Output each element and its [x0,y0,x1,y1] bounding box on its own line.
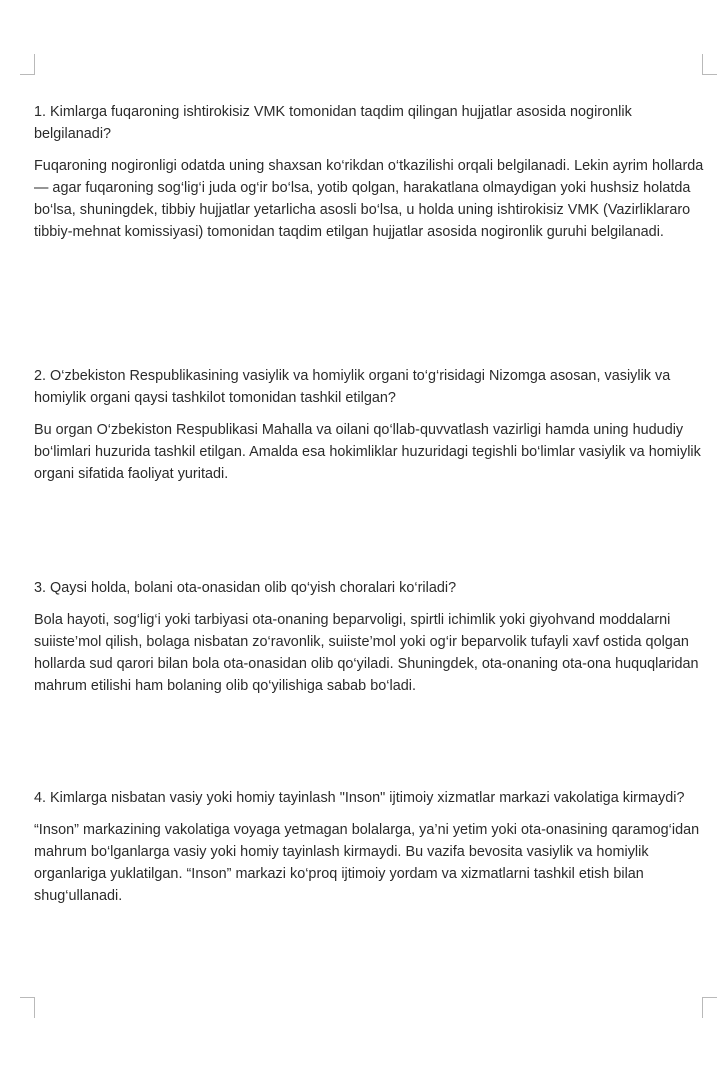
question-2: 2. O‘zbekiston Respublikasining vasiylik va homiylik organi to‘g‘risidagi Nizomga asosan, vasiylik va homiylik organi qaysi tashkilot tomonidan tashkil etilgan? [34,368,671,406]
question-1: 1. Kimlarga fuqaroning ishtirokisiz VMK tomonidan taqdim qilingan hujjatlar asosida nogironlik belgilanadi? [34,104,632,142]
page-corner-mark-bottom-right [702,997,717,1018]
qa-section-2 [34,365,704,485]
page-corner-mark-top-right [702,54,717,75]
page-corner-mark-bottom-left [20,997,35,1018]
answer-1: Fuqaroning nogironligi odatda uning shaxsan ko‘rikdan o‘tkazilishi orqali belgilanadi. Lekin ayrim hollarda — agar fuqaroning sog‘lig‘i juda og‘ir bo‘lsa, yotib qolgan, harakatlana olmaydigan yoki hushsiz holatda bo‘lsa, shuningdek, tibbiy hujjatlar yetarlicha asosli bo‘lsa, u holda uning ishtirokisiz VMK (Vazirliklararo tibbiy-mehnat komissiyasi) tomonidan taqdim etilgan hujjatlar asosida nogironlik guruhi belgilanadi. [34,158,704,240]
question-4: 4. Kimlarga nisbatan vasiy yoki homiy tayinlash "Inson" ijtimoiy xizmatlar markazi vakolatiga kirmaydi? [34,790,685,806]
question-3: 3. Qaysi holda, bolani ota-onasidan olib qo‘yish choralari ko‘riladi? [34,580,457,596]
document-body [34,101,704,904]
qa-section-4 [34,787,704,907]
qa-section-1 [34,101,704,243]
answer-2: Bu organ O‘zbekiston Respublikasi Mahalla va oilani qo‘llab-quvvatlash vazirligi hamda uning hududiy bo‘limlari huzurida tashkil etilgan. Amalda esa hokimliklar huzuridagi tegishli bo‘limlar vasiylik va homiylik organi sifatida faoliyat yuritadi. [34,422,701,482]
qa-section-3 [34,577,704,697]
answer-3: Bola hayoti, sog‘lig‘i yoki tarbiyasi ota-onaning beparvoligi, spirtli ichimlik yoki giyohvand moddalarni suiiste’mol qilish, bolaga nisbatan zo‘ravonlik, suiiste’mol yoki og‘ir beparvolik tufayli xavf ostida qolgan hollarda sud qarori bilan bola ota-onasidan olib qo‘yiladi. Shuningdek, ota-onaning ota-ona huquqlaridan mahrum etilishi ham bolaning olib qo‘yilishiga sabab bo‘ladi. [34,612,699,694]
page-corner-mark-top-left [20,54,35,75]
answer-4: “Inson” markazining vakolatiga voyaga yetmagan bolalarga, ya’ni yetim yoki ota-onasining qaramog‘idan mahrum bo‘lganlarga vasiy yoki homiy tayinlash kirmaydi. Bu vazifa bevosita vasiylik va homiylik organlariga yuklatilgan. “Inson” markazi ko‘proq ijtimoiy yordam va xizmatlarni tashkil etish bilan shug‘ullanadi. [34,822,700,904]
